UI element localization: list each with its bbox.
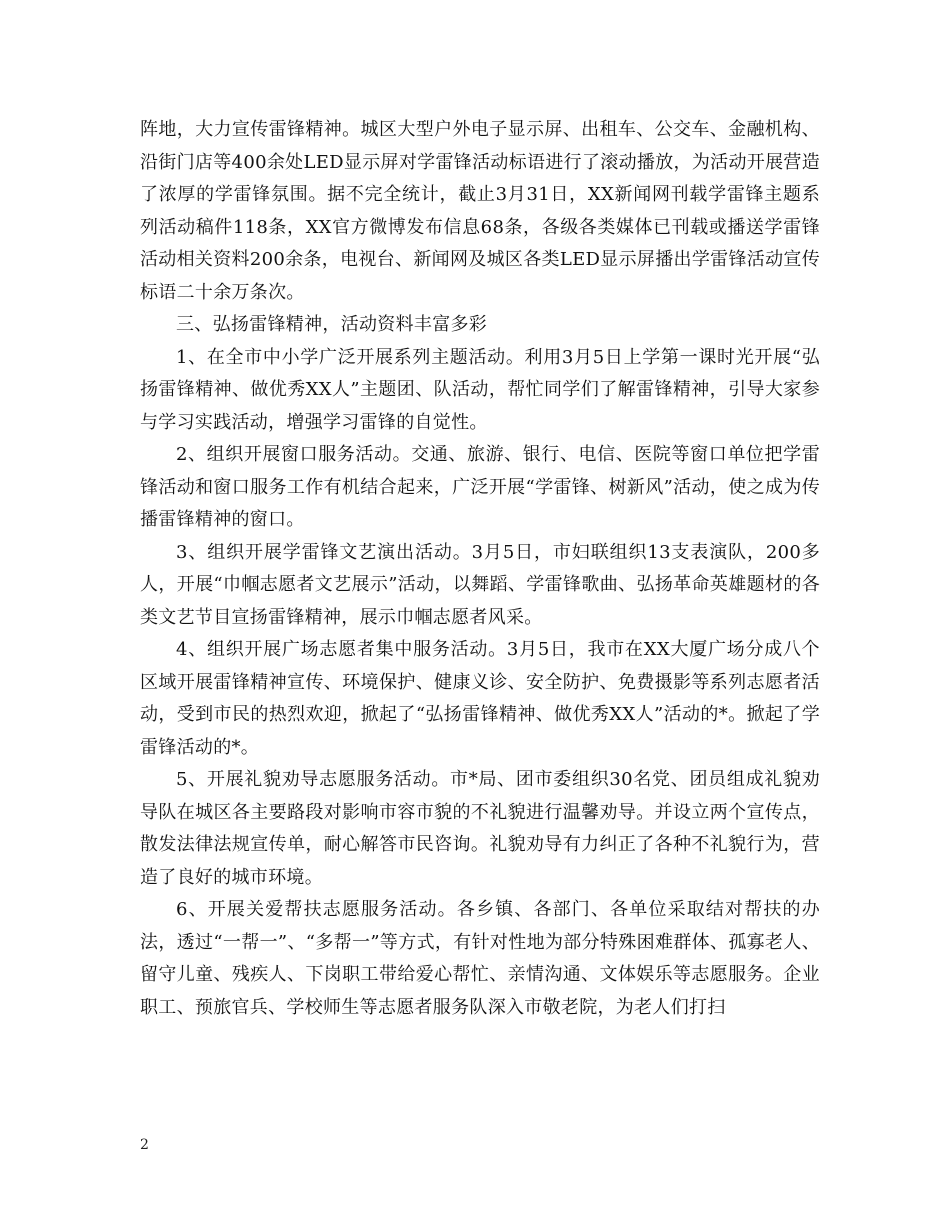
section-heading: 三、弘扬雷锋精神，活动资料丰富多彩 xyxy=(176,314,488,335)
paragraph-item-2: 2、组织开展窗口服务活动。交通、旅游、银行、电信、医院等窗口单位把学雷锋活动和窗口服务工作有机结合起来，广泛开展“学雷锋、树新风”活动，使之成为传播雷锋精神的窗口。 xyxy=(140,444,820,530)
paragraph-continuation: 阵地，大力宣传雷锋精神。城区大型户外电子显示屏、出租车、公交车、金融机构、沿街门店等400余处LED显示屏对学雷锋活动标语进行了滚动播放，为活动开展营造了浓厚的学雷锋氛围。据不完全统计，截止3月31日，XX新闻网刊载学雷锋主题系列活动稿件118条，XX官方微博发布信息68条，各级各类媒体已刊载或播送学雷锋活动相关资料200余条，电视台、新闻网及城区各类LED显示屏播出学雷锋活动宣传标语二十余万条次。 xyxy=(140,119,820,303)
page-number: 2 xyxy=(140,1137,149,1153)
paragraph-item-3: 3、组织开展学雷锋文艺演出活动。3月5日，市妇联组织13支表演队，200多人，开展“巾帼志愿者文艺展示”活动，以舞蹈、学雷锋歌曲、弘扬革命英雄题材的各类文艺节目宣扬雷锋精神，展示巾帼志愿者风采。 xyxy=(140,541,820,628)
paragraph-item-4: 4、组织开展广场志愿者集中服务活动。3月5日，我市在XX大厦广场分成八个区域开展雷锋精神宣传、环境保护、健康义诊、安全防护、免费摄影等系列志愿者活动，受到市民的热烈欢迎，掀起了“弘扬雷锋精神、做优秀XX人”活动的*。掀起了学雷锋活动的*。 xyxy=(140,639,820,758)
paragraph-item-5: 5、开展礼貌劝导志愿服务活动。市*局、团市委组织30名党、团员组成礼貌劝导队在城区各主要路段对影响市容市貌的不礼貌进行温馨劝导。并设立两个宣传点，散发法律法规宣传单，耐心解答市民咨询。礼貌劝导有力纠正了各种不礼貌行为，营造了良好的城市环境。 xyxy=(140,769,820,888)
paragraph-item-1: 1、在全市中小学广泛开展系列主题活动。利用3月5日上学第一课时光开展“弘扬雷锋精神、做优秀XX人”主题团、队活动，帮忙同学们了解雷锋精神，引导大家参与学习实践活动，增强学习雷锋的自觉性。 xyxy=(140,346,820,433)
paragraph-item-6: 6、开展关爱帮扶志愿服务活动。各乡镇、各部门、各单位采取结对帮扶的办法，透过“一帮一”、“多帮一”等方式，有针对性地为部分特殊困难群体、孤寡老人、留守儿童、残疾人、下岗职工带给爱心帮忙、亲情沟通、文体娱乐等志愿服务。企业职工、预旅官兵、学校师生等志愿者服务队深入市敬老院，为老人们打扫 xyxy=(140,899,820,1018)
document-body xyxy=(140,114,820,1024)
